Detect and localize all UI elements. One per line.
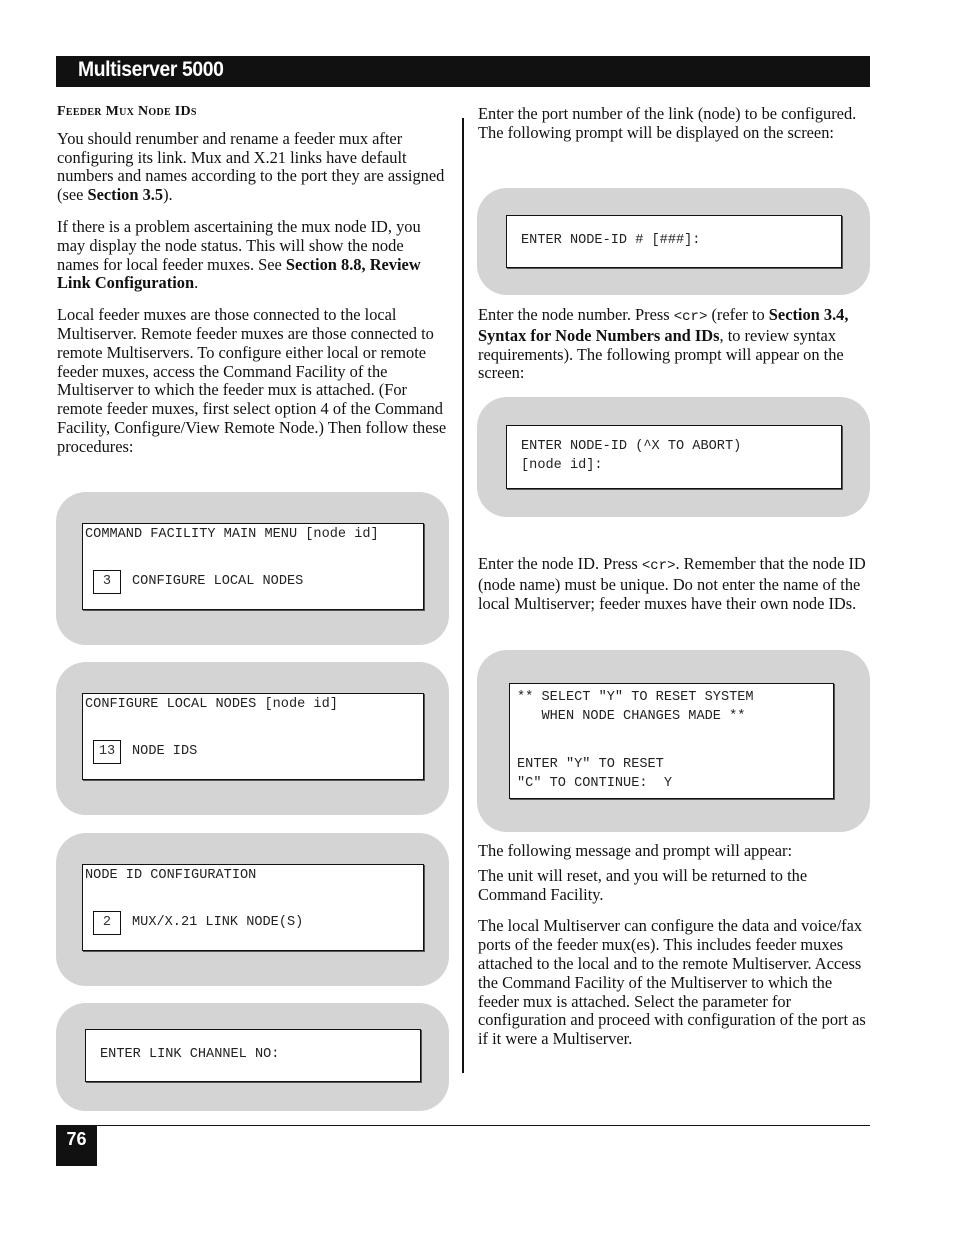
header-bar: [56, 56, 870, 87]
section-reference: Section 3.5: [87, 185, 164, 205]
paragraph-end: .: [194, 273, 199, 293]
right-paragraph-node-id: [478, 555, 870, 626]
paragraph-text: Enter the node number. Press: [478, 305, 674, 324]
terminal-screen-enter-node-number: [506, 215, 842, 268]
right-paragraph-port-number: [478, 105, 870, 156]
paragraph-text: , to review syntax requirements). The following prompt will appear on the screen:: [478, 325, 844, 383]
right-paragraph-node-number: [478, 306, 870, 396]
terminal-screen-enter-node-id: [506, 425, 842, 489]
key-cr: <cr>: [673, 309, 708, 325]
paragraph-unit-reset: The unit will reset, and you will be returned to the Command Facility.: [478, 865, 808, 904]
reset-line-3: ENTER "Y" TO RESET: [517, 757, 664, 772]
paragraph-text: . Remember that the node ID (node name) must be unique. Do not enter the name of the local Multiserver; feeder muxes have their own node IDs.: [478, 554, 866, 613]
screen-panel-7: [477, 650, 870, 832]
paragraph-text: Enter the node ID. Press: [478, 554, 642, 573]
paragraph-text: You should renumber and rename a feeder mux after configuring its link. Mux and X.21 links have default numbers and names according to the port they are assigned (see: [57, 128, 445, 205]
terminal-screen-main-menu: [82, 523, 424, 610]
paragraph-text: Enter the port number of the link (node) to be configured. The following prompt will be displayed on the screen:: [478, 104, 857, 142]
prompt-line-2: [node id]:: [521, 458, 603, 473]
paragraph-local-multiserver: The local Multiserver can configure the data and voice/fax ports of the feeder mux(es). This includes feeder muxes attached to the local and to the remote Multiserver. Access the Command Facility of the Multiserver to which the feeder mux is attached. Select the parameter for configuration and proceed with configuration of the port as if it were a Multiserver.: [478, 916, 866, 1049]
screen-panel-2: [56, 662, 449, 815]
paragraph-local-remote: Local feeder muxes are those connected to the local Multiserver. Remote feeder muxes are those connected to remote Multiservers. To configure either local or remote feeder muxes, access the Command Facility of the Multiserver to which the feeder mux is attached. (For remote feeder muxes, first select option 4 of the Command Facility, Configure/View Remote Node.) Then follow these procedures:: [57, 305, 447, 456]
terminal-screen-reset-prompt: [509, 683, 834, 799]
option-label: NODE IDS: [132, 744, 198, 759]
screen-panel-4: [56, 1003, 449, 1111]
document-title: Multiserver 5000: [78, 58, 224, 81]
option-number-box: 3: [93, 570, 121, 594]
option-label: CONFIGURE LOCAL NODES: [132, 574, 304, 589]
screen-panel-6: [477, 397, 870, 517]
terminal-screen-link-channel: [85, 1029, 421, 1082]
prompt-line: ENTER NODE-ID # [###]:: [521, 233, 701, 248]
paragraph-renumber: [57, 130, 449, 205]
paragraph-end: ).: [163, 185, 173, 205]
terminal-screen-node-id-configuration: [82, 864, 424, 951]
reset-line-2: WHEN NODE CHANGES MADE **: [517, 709, 746, 724]
paragraph-message-intro: The following message and prompt will appear:: [478, 841, 793, 860]
prompt-line: ENTER LINK CHANNEL NO:: [100, 1047, 280, 1062]
section-reference: Section 3.4, Syntax for Node Numbers and IDs: [478, 305, 849, 345]
option-number-box: 2: [93, 911, 121, 935]
section-heading: Feeder Mux Node IDs: [57, 104, 197, 119]
footer-rule: [56, 1125, 870, 1126]
page-number-box: [56, 1125, 97, 1166]
screen-panel-1: [56, 492, 449, 645]
screen-title: COMMAND FACILITY MAIN MENU [node id]: [85, 527, 379, 542]
option-number-box: 13: [93, 740, 121, 764]
right-paragraphs-final: [478, 842, 870, 1062]
paragraph-node-status: [57, 218, 449, 293]
key-cr: <cr>: [641, 558, 676, 574]
column-divider: [462, 118, 464, 1073]
left-column: [57, 103, 449, 470]
reset-line-1: ** SELECT "Y" TO RESET SYSTEM: [517, 690, 754, 705]
screen-title: NODE ID CONFIGURATION: [85, 868, 257, 883]
screen-panel-5: [477, 188, 870, 295]
screen-panel-3: [56, 833, 449, 986]
option-label: MUX/X.21 LINK NODE(S): [132, 915, 304, 930]
section-reference: Section 8.8, Review Link Configuration: [57, 254, 421, 293]
page-number: 76: [66, 1129, 87, 1149]
prompt-line-1: ENTER NODE-ID (^X TO ABORT): [521, 439, 742, 454]
paragraph-text: If there is a problem ascertaining the mux node ID, you may display the node status. This will show the node names for local feeder muxes. See: [57, 216, 421, 274]
paragraph-text: (refer to: [707, 305, 769, 324]
terminal-screen-configure-local-nodes: [82, 693, 424, 780]
screen-title: CONFIGURE LOCAL NODES [node id]: [85, 697, 338, 712]
reset-line-4: "C" TO CONTINUE: Y: [517, 776, 672, 791]
